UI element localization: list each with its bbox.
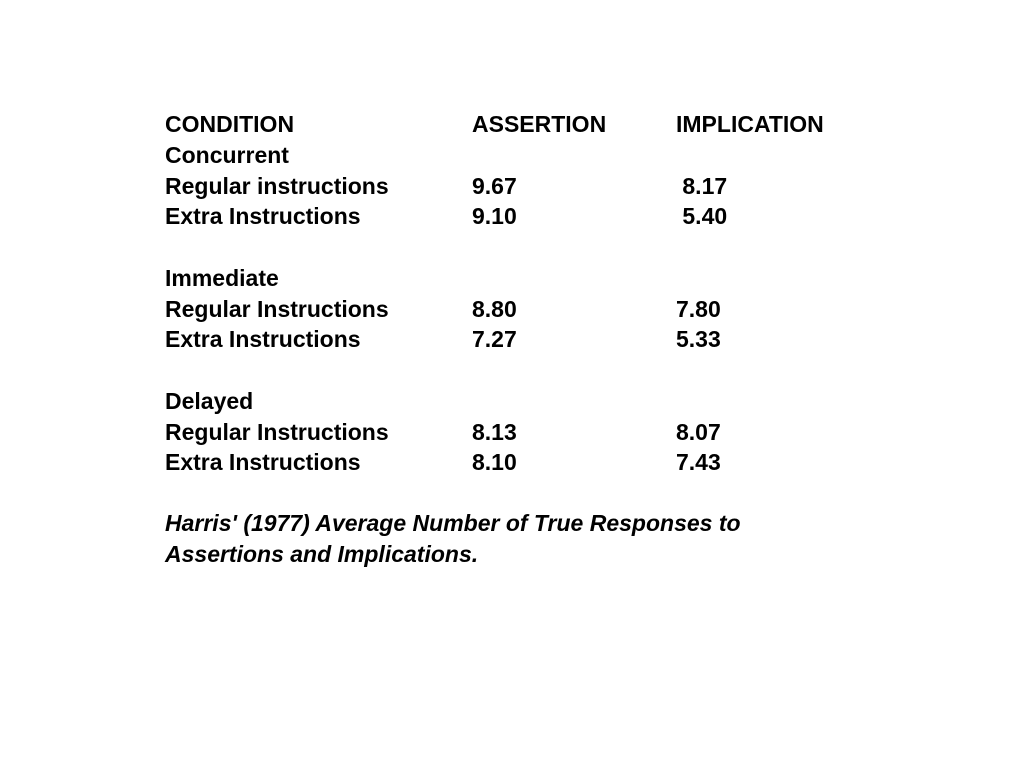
assertion-value: 9.67 [472,172,517,199]
assertion-value: 8.10 [472,449,517,476]
assertion-value: 9.10 [472,203,517,230]
group-heading [165,140,289,171]
implication-value: 5.33 [676,326,721,353]
table-row [165,201,728,232]
assertion-value: 8.80 [472,295,517,322]
table-row [165,417,721,448]
caption-line-1: Harris' (1977) Average Number of True Responses to [165,510,741,536]
group-heading [165,386,254,417]
table-caption [165,508,865,570]
row-label: Regular Instructions [165,295,389,322]
row-label: Extra Instructions [165,326,361,353]
header-implication: IMPLICATION [676,111,824,137]
header-condition: CONDITION [165,111,295,137]
implication-value: 7.80 [676,295,721,322]
spacer-row [165,355,203,386]
caption-line-2: Assertions and Implications. [165,540,479,567]
table-row [165,447,721,478]
implication-value: 5.40 [676,203,728,230]
assertion-value: 7.27 [472,326,517,353]
row-label: Regular instructions [165,172,389,199]
row-label: Extra Instructions [165,203,361,230]
results-table [165,109,824,478]
table-row [165,294,721,325]
row-label: Extra Instructions [165,449,361,476]
table-row [165,171,728,202]
assertion-value: 8.13 [472,418,517,445]
row-label: Regular Instructions [165,418,389,445]
group-heading [165,263,279,294]
implication-value: 8.17 [676,172,728,199]
spacer-row [165,232,203,263]
implication-value: 8.07 [676,418,721,445]
group-name-delayed: Delayed [165,387,254,414]
group-name-concurrent: Concurrent [165,141,289,168]
table-row [165,324,721,355]
header-assertion: ASSERTION [472,111,607,137]
header-row [165,109,824,140]
implication-value: 7.43 [676,449,721,476]
group-name-immediate: Immediate [165,264,279,291]
